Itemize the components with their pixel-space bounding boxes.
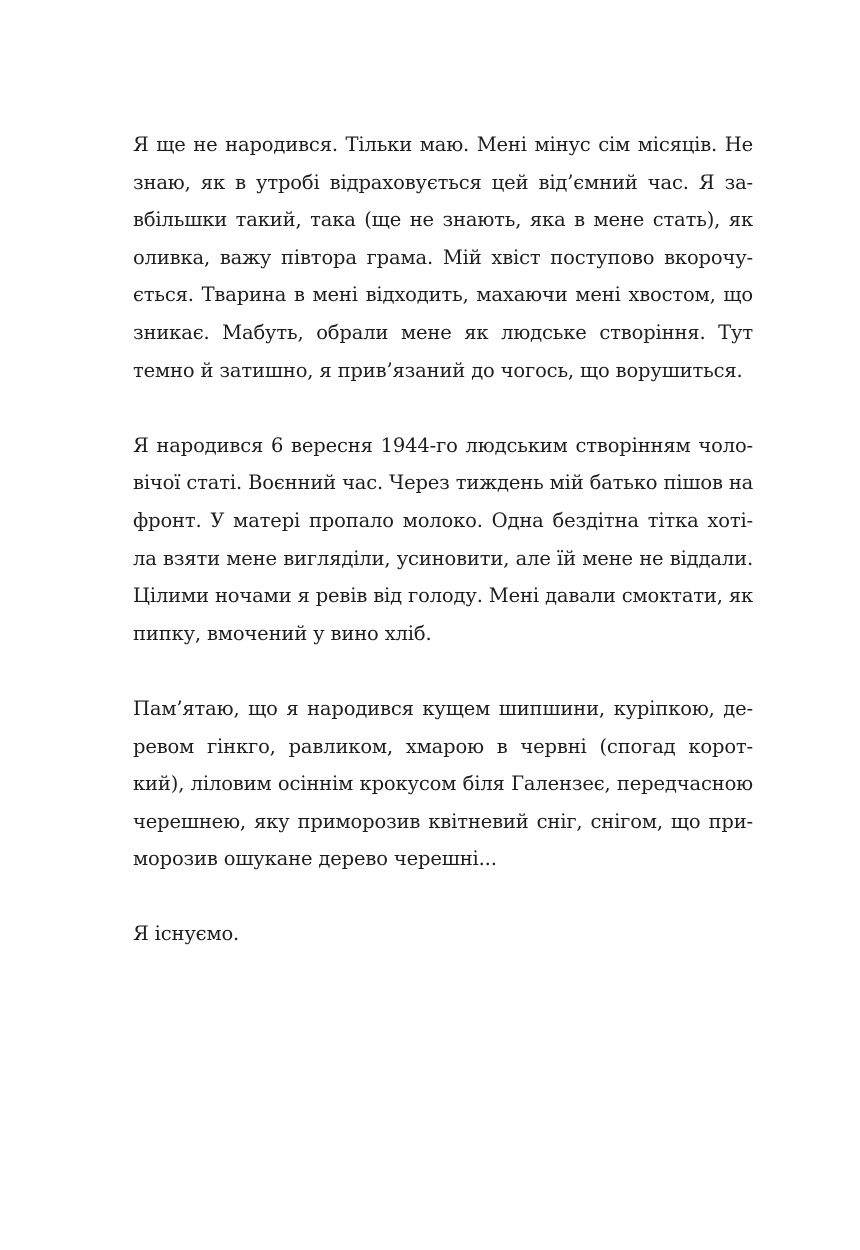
paragraph-3 (133, 690, 753, 878)
paragraph-line: оливка, важу півтора грама. Мій хвіст поступово вкорочу- (133, 245, 753, 269)
paragraph-line: темно й затишно, я прив’язаний до чогось, що ворушиться. (133, 358, 743, 382)
paragraph-line: знаю, як в утробі відраховується цей від’ємний час. Я за- (133, 170, 753, 194)
paragraph-spacer (133, 878, 753, 916)
text-body (133, 126, 753, 953)
paragraph-spacer (133, 389, 753, 427)
paragraph-line: ється. Тварина в мені відходить, махаючи мені хвостом, що (133, 283, 753, 307)
paragraph-line: Цілими ночами я ревів від голоду. Мені давали смоктати, як (133, 584, 754, 608)
paragraph-line: черешнею, яку приморозив квітневий сніг, снігом, що при- (133, 809, 753, 833)
paragraph-line: Я ще не народився. Тільки маю. Мені мінус сім місяців. Не (133, 133, 753, 156)
paragraph-line: пипку, вмочений у вино хліб. (133, 621, 432, 645)
paragraph-line: Я існуємо. (133, 922, 240, 946)
paragraph-line: Я народився 6 вересня 1944-го людським створінням чоло- (133, 433, 753, 457)
paragraph-line: Пам’ятаю, що я народився кущем шипшини, куріпкою, де- (133, 696, 753, 720)
paragraph-line: зникає. Мабуть, обрали мене як людське створіння. Тут (133, 320, 753, 344)
paragraph-line: вічої статі. Воєнний час. Через тиждень мій батько пішов на (133, 471, 754, 495)
paragraph-line: фронт. У матері пропало молоко. Одна бездітна тітка хоті- (133, 508, 753, 532)
paragraph-line: ла взяти мене вигляділи, усиновити, але їй мене не віддали. (133, 546, 753, 570)
paragraph-line: ревом гінкго, равликом, хмарою в червні (спогад корот- (133, 734, 753, 758)
paragraph-line: кий), ліловим осіннім крокусом біля Галензеє, передчасною (133, 772, 753, 796)
paragraph-4 (133, 915, 753, 953)
paragraph-line: вбільшки такий, така (ще не знають, яка в мене стать), як (133, 208, 753, 232)
paragraph-spacer (133, 652, 753, 690)
paragraph-line: морозив ошукане дерево черешні... (133, 847, 497, 871)
paragraph-2 (133, 427, 753, 653)
paragraph-1 (133, 126, 753, 389)
